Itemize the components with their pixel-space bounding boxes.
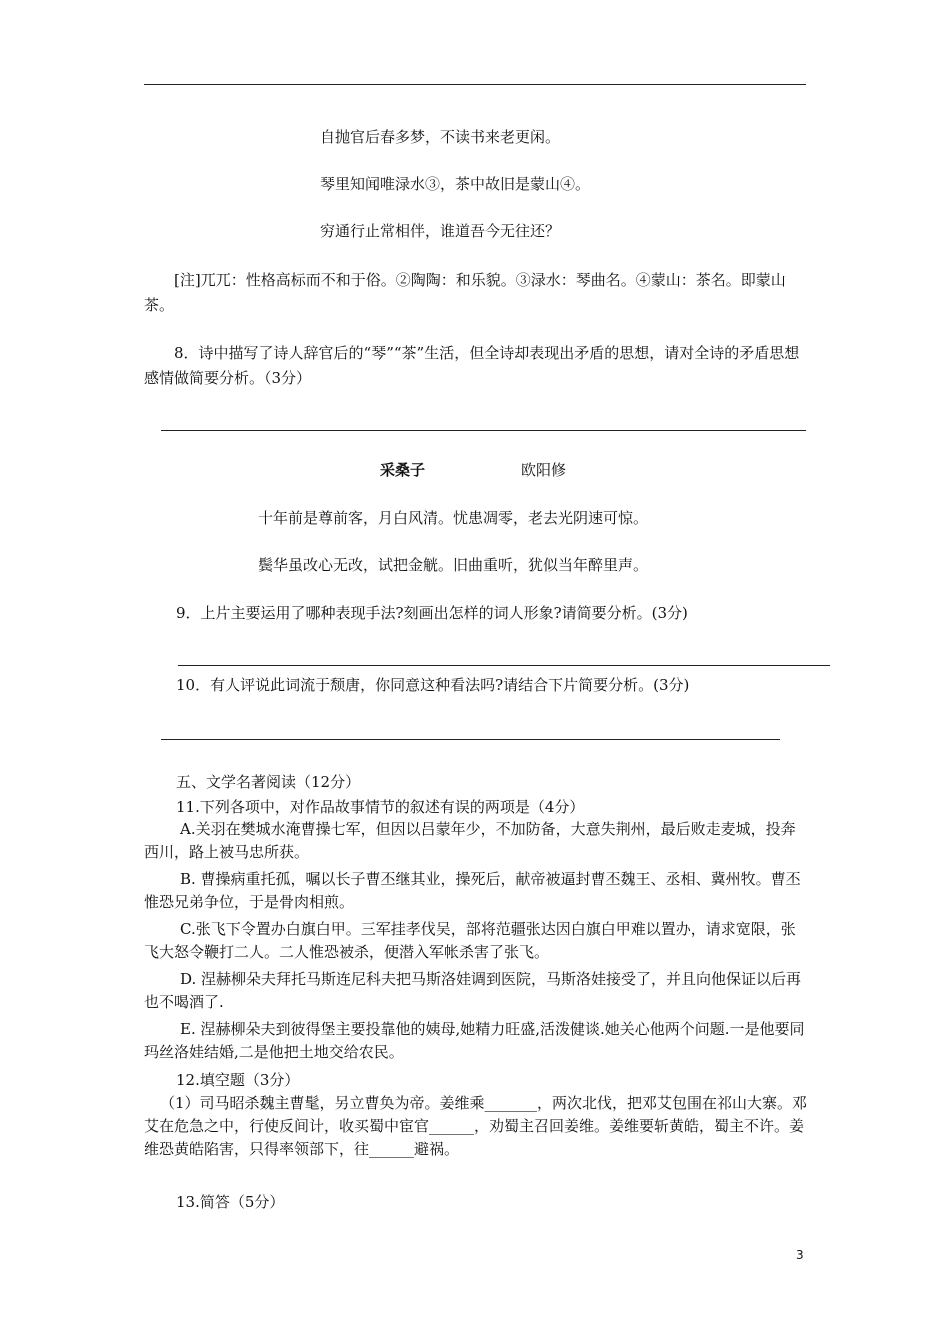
answer-line-8[interactable] [161,430,806,431]
poem1-line-3: 穷通行止常相伴，谁道吾今无往还？ [320,222,561,240]
poem2-line-1: 十年前是尊前客，月白风清。忧患凋零，老去光阴速可惊。 [258,509,649,527]
q12-blank-1[interactable]: _______ [484,1094,538,1112]
question-10: 10．有人评说此词流于颓唐，你同意这种看法吗?请结合下片简要分析。(3分) [176,676,690,694]
top-rule [144,84,806,85]
q12-blank-3[interactable]: ______ [369,1140,415,1158]
poem1-note: [注]兀兀：性格高标而不和于俗。②陶陶：和乐貌。③渌水：琴曲名。④蒙山：茶名。即蒙山茶。 [144,271,786,314]
q12-text-2: ，两次北伐，把邓艾包围在祁山大寨。邓艾在危急之中，行使反间计，收买蜀中宦官 [144,1094,808,1135]
q12-blank-2[interactable]: ______ [429,1117,475,1135]
q12-text-3: ，劝蜀主召回姜维。姜维要斩黄皓，蜀主不许。姜维恐黄皓陷害，只得率领部下，往 [144,1117,805,1158]
question-12-body [144,1092,810,1161]
poem1-line-1: 自抛官后春多梦，不读书来老更闲。 [320,128,561,146]
section-5-heading: 五、文学名著阅读（12分） [176,773,361,791]
q11-option-b: B. 曹操病重托孤，嘱以长子曹丕继其业，操死后，献帝被逼封曹丕魏王、丞相、冀州牧。曹丕惟恐兄弟争位，于是骨肉相煎。 [144,870,801,911]
q12-text-4: 避祸。 [414,1140,460,1158]
poem1-line-2: 琴里知闻唯渌水③，茶中故旧是蒙山④。 [320,175,591,193]
q11-option-e: E. 涅赫柳朵夫到彼得堡主要投靠他的姨母,她精力旺盛,活泼健谈.她关心他两个问题.一是他要同玛丝洛娃结婚,二是他把土地交给农民。 [144,1020,805,1061]
q12-text-1: （1）司马昭杀魏主曹髦，另立曹奂为帝。姜维乘 [160,1094,485,1112]
answer-line-9[interactable] [178,665,830,666]
question-8: 8．诗中描写了诗人辞官后的“琴”“茶”生活，但全诗却表现出矛盾的思想，请对全诗的矛盾思想感情做简要分析。（3分） [144,344,800,387]
poem2-title: 采桑子 [380,461,426,479]
q11-option-c: C.张飞下令置办白旗白甲。三军挂孝伐吴，部将范疆张达因白旗白甲难以置办，请求宽限，张飞大怒令鞭打二人。二人惟恐被杀，便潜入军帐杀害了张飞。 [144,920,796,961]
question-12-stem: 12.填空题（3分） [176,1071,300,1089]
question-9: 9．上片主要运用了哪种表现手法?刻画出怎样的词人形象?请简要分析。(3分) [176,604,688,622]
poem2-line-2: 鬓华虽改心无改，试把金觥。旧曲重听，犹似当年醉里声。 [258,556,649,574]
poem2-author: 欧阳修 [521,461,567,479]
question-11-stem: 11.下列各项中，对作品故事情节的叙述有误的两项是（4分） [176,798,585,816]
question-13-stem: 13.简答（5分） [176,1193,285,1211]
answer-line-10[interactable] [161,739,780,740]
q11-option-a: A.关羽在樊城水淹曹操七军，但因以吕蒙年少，不加防备，大意失荆州，最后败走麦城，投奔西川，路上被马忠所获。 [144,820,796,861]
q11-option-d: D. 涅赫柳朵夫拜托马斯连尼科夫把马斯洛娃调到医院，马斯洛娃接受了，并且向他保证以后再也不喝酒了. [144,970,802,1011]
page-number: 3 [796,1248,804,1262]
